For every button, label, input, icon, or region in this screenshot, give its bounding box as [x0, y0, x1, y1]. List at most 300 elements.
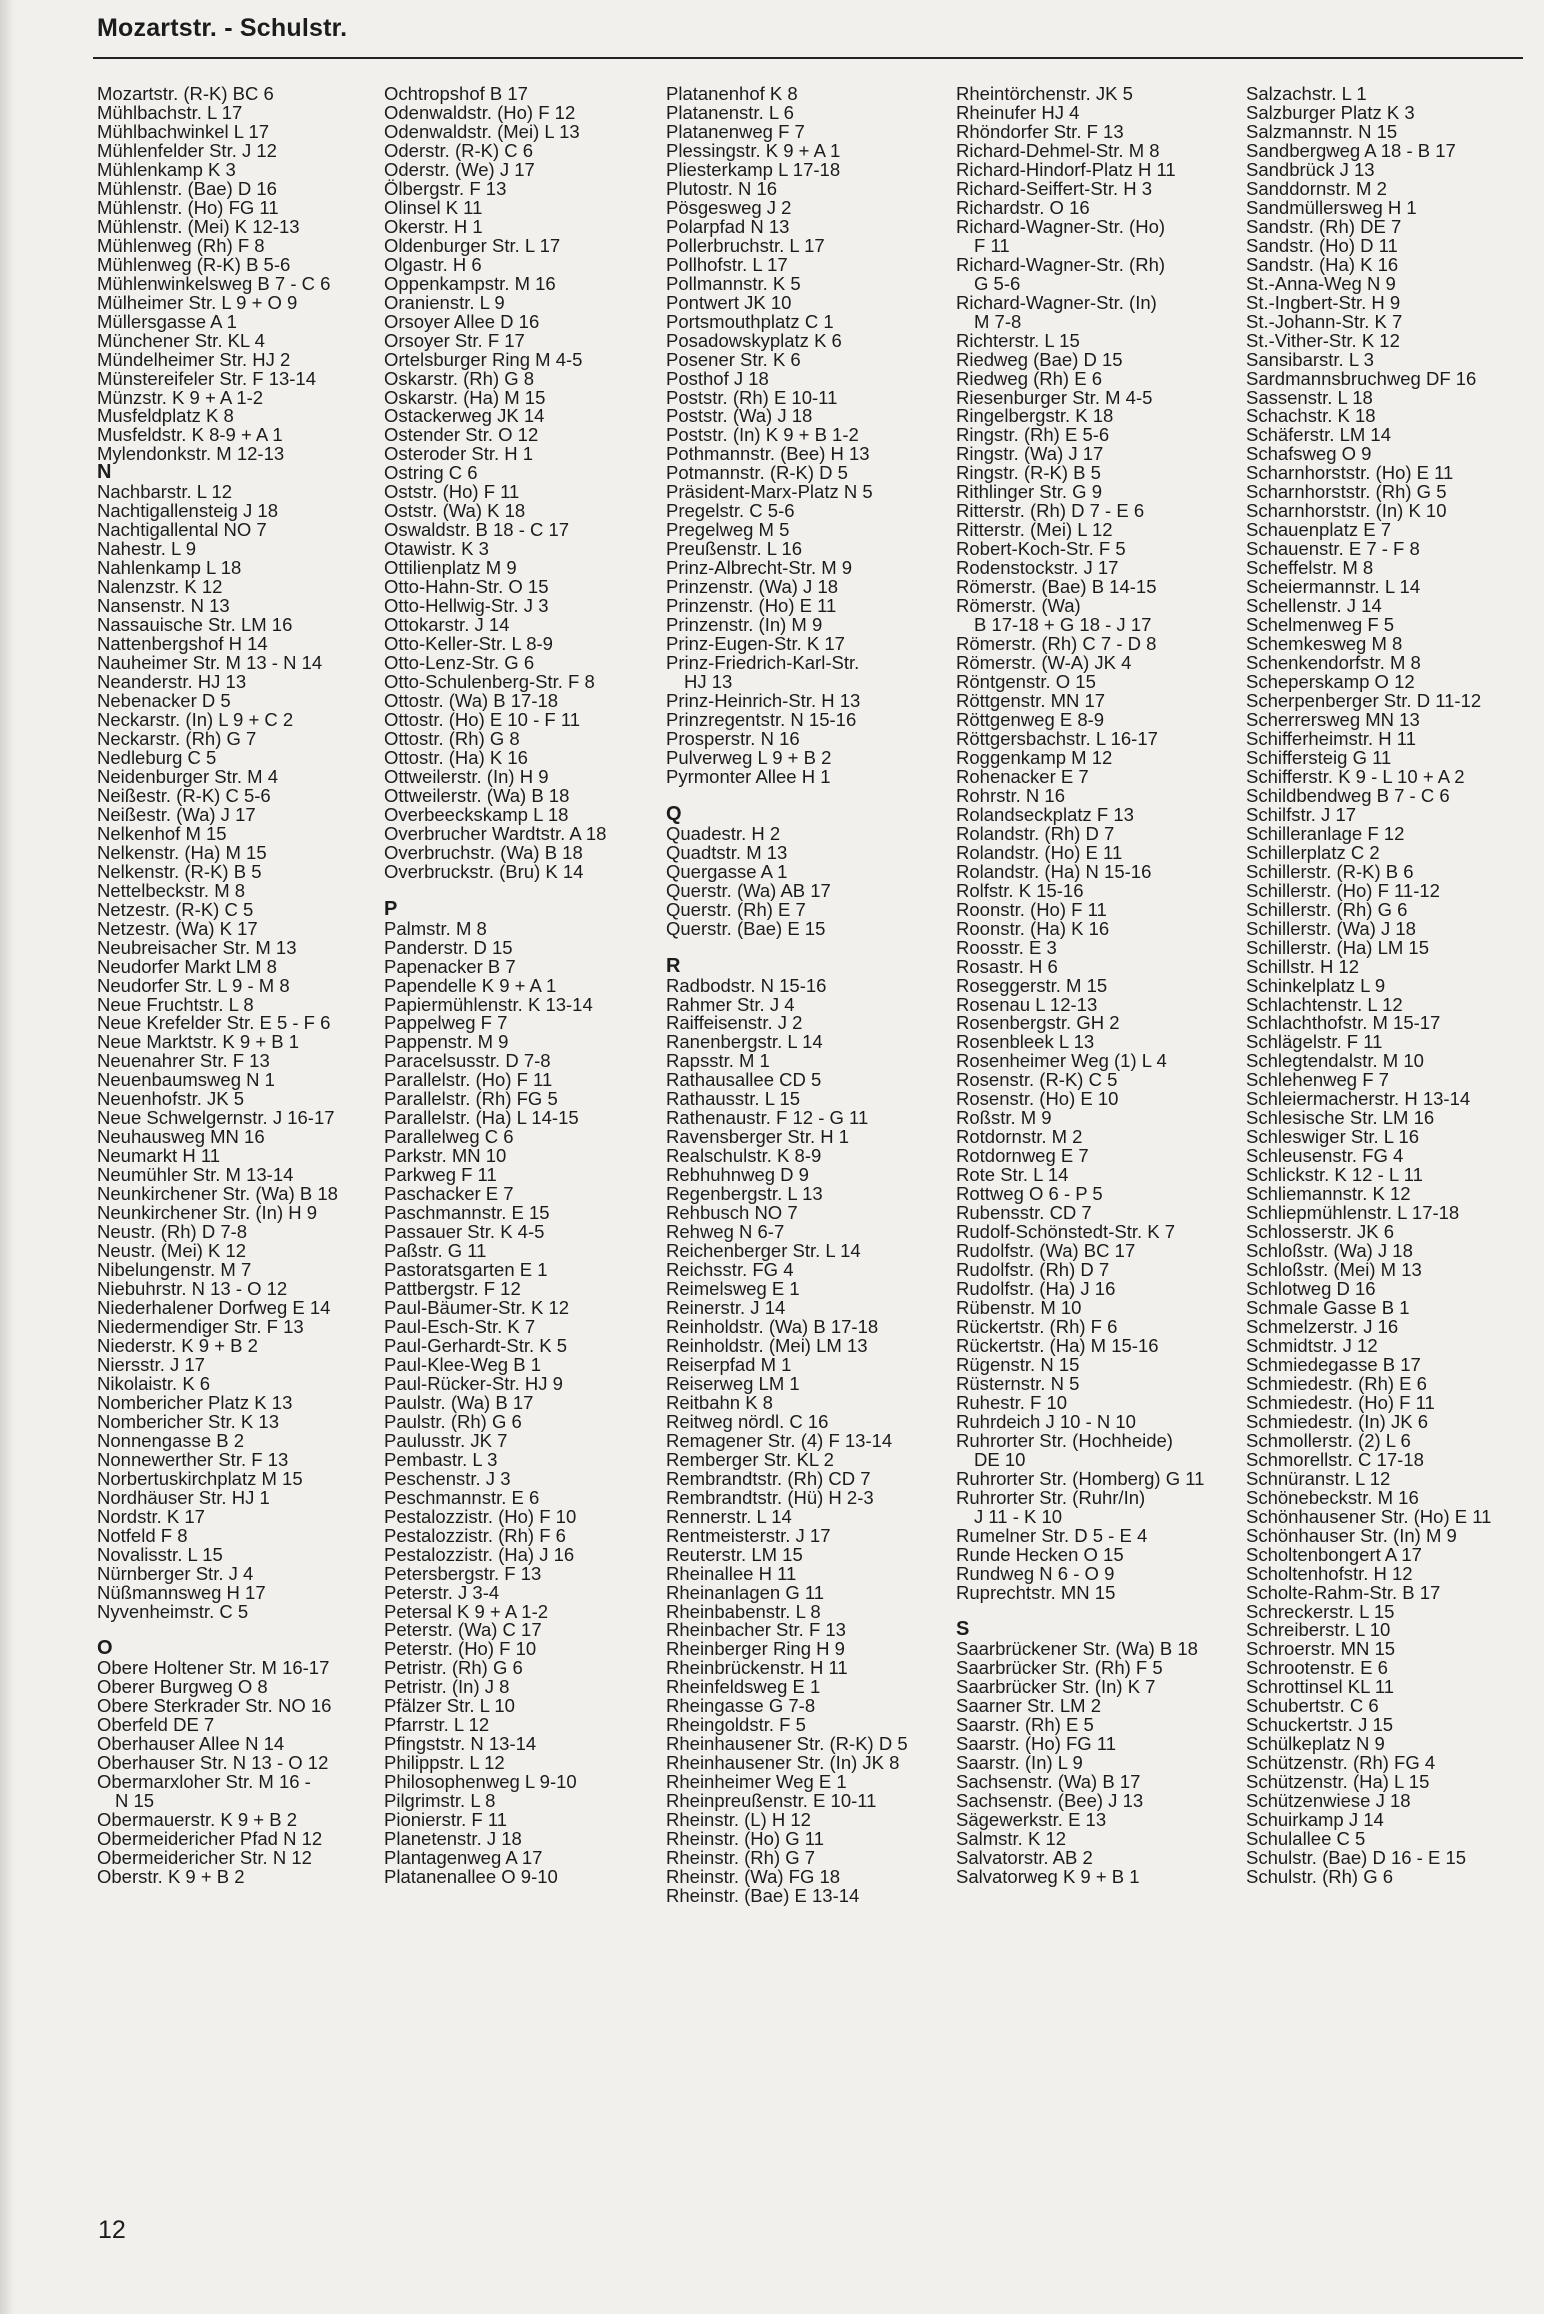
street-entry: Mühlenstr. (Mei) K 12-13	[97, 215, 300, 237]
street-entry: Nalenzstr. K 12	[97, 576, 223, 598]
street-entry: Reinholdstr. (Mei) LM 13	[666, 1334, 868, 1356]
street-entry: Schlotweg D 16	[1246, 1278, 1376, 1300]
street-entry: Sachsenstr. (Bee) J 13	[956, 1790, 1144, 1812]
street-entry: Schützenwiese J 18	[1246, 1790, 1411, 1812]
street-entry: Prinzregentstr. N 15-16	[666, 708, 857, 730]
street-entry: Neue Fruchtstr. L 8	[97, 993, 254, 1015]
street-entry: Olgastr. H 6	[384, 253, 482, 275]
street-entry: Pembastr. L 3	[384, 1448, 498, 1470]
street-entry: Regenbergstr. L 13	[666, 1183, 823, 1205]
street-entry: Rehbusch NO 7	[666, 1202, 798, 1224]
street-entry: Odenwaldstr. (Mei) L 13	[384, 120, 580, 142]
street-entry: Roggenkamp M 12	[956, 746, 1113, 768]
street-entry: Mühlenwinkelsweg B 7 - C 6	[97, 272, 331, 294]
street-entry: Paschmannstr. E 15	[384, 1202, 550, 1224]
street-entry: Römerstr. (W-A) JK 4	[956, 652, 1132, 674]
spacer	[956, 1602, 1204, 1621]
street-entry: Paschacker E 7	[384, 1183, 514, 1205]
street-entry: Schubertstr. C 6	[1246, 1695, 1379, 1717]
street-entry: HJ 13	[684, 671, 733, 693]
street-entry: Oberfeld DE 7	[97, 1714, 215, 1736]
street-entry: Schillstr. H 12	[1246, 955, 1360, 977]
street-entry: Nyvenheimstr. C 5	[97, 1600, 249, 1622]
index-column-3	[666, 84, 908, 1905]
street-entry: Nachtigallental NO 7	[97, 519, 267, 541]
street-entry: Richard-Wagner-Str. (Ho)	[956, 215, 1166, 237]
street-entry: Musfeldstr. K 8-9 + A 1	[97, 424, 283, 446]
street-entry: Pfälzer Str. L 10	[384, 1695, 515, 1717]
street-entry: Neunkirchener Str. (Wa) B 18	[97, 1183, 338, 1205]
street-entry: St.-Anna-Weg N 9	[1246, 272, 1396, 294]
street-entry: Schlehenweg F 7	[1246, 1069, 1389, 1091]
street-entry: Schmollerstr. (2) L 6	[1246, 1429, 1411, 1451]
street-entry: Ringstr. (R-K) B 5	[956, 462, 1101, 484]
street-entry: Rudolfstr. (Ha) J 16	[956, 1278, 1116, 1300]
section-letter-heading: O	[97, 1637, 113, 1660]
index-column-1	[97, 84, 338, 1886]
street-entry: Paulstr. (Rh) G 6	[384, 1410, 522, 1432]
street-entry: Rundweg N 6 - O 9	[956, 1562, 1115, 1584]
street-entry: Rennerstr. L 14	[666, 1505, 792, 1527]
street-entry: Neustr. (Rh) D 7-8	[97, 1221, 248, 1243]
section-letter-heading: Q	[666, 802, 682, 825]
street-entry: Schlägelstr. F 11	[1246, 1031, 1383, 1053]
street-entry: Norbertuskirchplatz M 15	[97, 1467, 303, 1489]
street-entry: Rudolfstr. (Rh) D 7	[956, 1259, 1110, 1281]
street-entry: Reiserpfad M 1	[666, 1353, 792, 1375]
street-entry: Schmiedestr. (Rh) E 6	[1246, 1372, 1427, 1394]
street-entry: Roonstr. (Ha) K 16	[956, 917, 1110, 939]
street-entry: Peschmannstr. E 6	[384, 1486, 540, 1508]
street-entry: Schemkesweg M 8	[1246, 633, 1403, 655]
street-entry: Schuckertstr. J 15	[1246, 1714, 1394, 1736]
street-entry: Rheingasse G 7-8	[666, 1695, 816, 1717]
street-entry: Potmannstr. (R-K) D 5	[666, 462, 848, 484]
street-entry: Sandstr. (Ho) D 11	[1246, 234, 1398, 256]
street-entry: Richterstr. L 15	[956, 329, 1080, 351]
street-entry: Ruhestr. F 10	[956, 1391, 1068, 1413]
street-entry: Rudolf-Schönstedt-Str. K 7	[956, 1221, 1176, 1243]
street-entry: Schachstr. K 18	[1246, 405, 1376, 427]
street-entry: Schleiermacherstr. H 13-14	[1246, 1088, 1471, 1110]
street-entry: Prosperstr. N 16	[666, 727, 800, 749]
street-entry: Rudolfstr. (Wa) BC 17	[956, 1240, 1136, 1262]
street-entry: Schloßstr. (Mei) M 13	[1246, 1259, 1422, 1281]
street-entry: Schreiberstr. L 10	[1246, 1619, 1391, 1641]
street-entry: Mühlbachwinkel L 17	[97, 120, 270, 142]
street-entry: Nibelungenstr. M 7	[97, 1259, 252, 1281]
street-entry: Pestalozzistr. (Ha) J 16	[384, 1543, 575, 1565]
street-entry: Pothmannstr. (Bee) H 13	[666, 443, 870, 465]
street-entry: Pestalozzistr. (Ho) F 10	[384, 1505, 577, 1527]
page-edge-shadow	[0, 0, 14, 2314]
street-entry: Obere Holtener Str. M 16-17	[97, 1657, 330, 1679]
street-entry: Pappenstr. M 9	[384, 1031, 509, 1053]
street-entry: Mülheimer Str. L 9 + O 9	[97, 291, 298, 313]
street-entry: Passauer Str. K 4-5	[384, 1221, 545, 1243]
street-entry: Schleusenstr. FG 4	[1246, 1145, 1404, 1167]
street-entry: Reinerstr. J 14	[666, 1297, 786, 1318]
street-entry: Sachsenstr. (Wa) B 17	[956, 1771, 1141, 1793]
street-entry: Paul-Esch-Str. K 7	[384, 1315, 536, 1337]
section-letter-heading: R	[666, 954, 681, 977]
street-entry: Ottostr. (Ho) E 10 - F 11	[384, 708, 581, 730]
street-entry: Münzstr. K 9 + A 1-2	[97, 386, 264, 408]
street-entry: Nüßmannsweg H 17	[97, 1581, 266, 1603]
street-entry: Schillerstr. (Rh) G 6	[1246, 898, 1408, 920]
street-entry: Schmiedestr. (In) JK 6	[1246, 1410, 1428, 1432]
street-entry: Mylendonkstr. M 12-13	[97, 443, 285, 465]
street-entry: Pulverweg L 9 + B 2	[666, 746, 832, 768]
street-entry: Neumühler Str. M 13-14	[97, 1164, 294, 1186]
index-column-2	[384, 84, 606, 1886]
street-entry: Reimelsweg E 1	[666, 1278, 800, 1300]
street-entry: Ringelbergstr. K 18	[956, 405, 1114, 427]
street-entry: Nelkenstr. (R-K) B 5	[97, 860, 262, 882]
street-entry: Scherpenberger Str. D 11-12	[1246, 690, 1482, 711]
street-entry: Salvatorweg K 9 + B 1	[956, 1866, 1140, 1888]
street-entry: Mühlenkamp K 3	[97, 158, 236, 180]
street-entry: Remagener Str. (4) F 13-14	[666, 1429, 893, 1451]
street-entry: Pilgrimstr. L 8	[384, 1790, 496, 1812]
street-entry: Mühlbachstr. L 17	[97, 101, 243, 123]
street-entry: Posthof J 18	[666, 367, 769, 389]
street-entry: Parallelweg C 6	[384, 1126, 514, 1148]
street-entry: Papendelle K 9 + A 1	[384, 974, 557, 996]
street-entry: Notfeld F 8	[97, 1524, 188, 1546]
street-entry: Nombericher Platz K 13	[97, 1391, 293, 1413]
street-entry: Obermauerstr. K 9 + B 2	[97, 1809, 297, 1831]
street-entry: Peterstr. J 3-4	[384, 1581, 500, 1603]
street-entry: G 5-6	[974, 272, 1021, 294]
street-entry: Oldenburger Str. L 17	[384, 234, 561, 256]
street-entry: Papenacker B 7	[384, 955, 516, 977]
street-entry: Ruhrorter Str. (Homberg) G 11	[956, 1467, 1205, 1489]
street-entry: Overbeeckskamp L 18	[384, 803, 569, 825]
street-entry: Ostackerweg JK 14	[384, 405, 545, 427]
street-entry: Nikolaistr. K 6	[97, 1372, 211, 1394]
street-entry: Schmiedegasse B 17	[1246, 1353, 1421, 1375]
street-entry: Rheinstr. (L) H 12	[666, 1809, 811, 1831]
street-entry: Otto-Hahn-Str. O 15	[384, 576, 549, 598]
street-entry: Schulstr. (Rh) G 6	[1246, 1866, 1394, 1888]
street-entry: Rotdornweg E 7	[956, 1145, 1089, 1167]
street-entry: Pliesterkamp L 17-18	[666, 158, 841, 180]
street-entry: Ostring C 6	[384, 462, 478, 484]
street-entry: Poststr. (In) K 9 + B 1-2	[666, 424, 859, 446]
street-entry: Remberger Str. KL 2	[666, 1448, 834, 1470]
street-entry: Röntgenstr. O 15	[956, 671, 1096, 693]
street-entry: Niedermendiger Str. F 13	[97, 1315, 304, 1337]
street-entry: Rote Str. L 14	[956, 1164, 1069, 1186]
street-entry: Schildbendweg B 7 - C 6	[1246, 784, 1450, 806]
street-entry: Schuirkamp J 14	[1246, 1809, 1384, 1831]
street-entry: Präsident-Marx-Platz N 5	[666, 481, 873, 503]
street-entry: Rheinstr. (Ho) G 11	[666, 1828, 824, 1850]
street-entry: Rheinstr. (Bae) E 13-14	[666, 1885, 860, 1907]
street-entry: Rembrandtstr. (Hü) H 2-3	[666, 1486, 874, 1508]
street-entry: Neue Marktstr. K 9 + B 1	[97, 1031, 300, 1053]
street-entry: Schnüranstr. L 12	[1246, 1467, 1391, 1489]
street-entry: Rahmer Str. J 4	[666, 993, 795, 1015]
street-entry: Niederstr. K 9 + B 2	[97, 1334, 258, 1356]
street-entry: Rheinhausener Str. (R-K) D 5	[666, 1733, 908, 1755]
street-entry: Mühlenfelder Str. J 12	[97, 139, 277, 161]
street-entry: Prinz-Heinrich-Str. H 13	[666, 690, 861, 711]
street-entry: Schillerstr. (Ha) LM 15	[1246, 936, 1429, 958]
street-entry: Pollmannstr. K 5	[666, 272, 801, 294]
street-entry: F 11	[974, 234, 1010, 256]
street-entry: Saarstr. (Rh) E 5	[956, 1714, 1094, 1736]
street-entry: Saarbrückener Str. (Wa) B 18	[956, 1638, 1198, 1660]
street-entry: Paul-Gerhardt-Str. K 5	[384, 1334, 568, 1356]
street-entry: Netzestr. (Wa) K 17	[97, 917, 258, 939]
street-entry: Rathausallee CD 5	[666, 1069, 822, 1091]
street-entry: Parallelstr. (Ha) L 14-15	[384, 1107, 579, 1129]
street-entry: Schleswiger Str. L 16	[1246, 1126, 1420, 1148]
street-entry: Nordstr. K 17	[97, 1505, 205, 1527]
street-entry: Oskarstr. (Rh) G 8	[384, 367, 535, 389]
street-entry: Sandmüllersweg H 1	[1246, 196, 1417, 218]
street-entry: Pregelweg M 5	[666, 519, 790, 541]
street-entry: N 15	[115, 1790, 155, 1812]
street-entry: Rosenheimer Weg (1) L 4	[956, 1050, 1167, 1072]
street-entry: Rheinbrückenstr. H 11	[666, 1657, 848, 1679]
street-entry: Ochtropshof B 17	[384, 83, 528, 104]
street-entry: Schulstr. (Bae) D 16 - E 15	[1246, 1847, 1467, 1869]
street-entry: Nonnengasse B 2	[97, 1429, 245, 1451]
street-entry: Schenkendorfstr. M 8	[1246, 652, 1421, 674]
street-entry: Neuenbaumsweg N 1	[97, 1069, 275, 1091]
street-entry: Rheinanlagen G 11	[666, 1581, 825, 1603]
street-entry: Oberstr. K 9 + B 2	[97, 1866, 245, 1888]
street-entry: Planetenstr. J 18	[384, 1828, 522, 1850]
street-entry: Röttgersbachstr. L 16-17	[956, 727, 1158, 749]
street-entry: Schroerstr. MN 15	[1246, 1638, 1396, 1660]
street-entry: Nettelbeckstr. M 8	[97, 879, 246, 901]
header-divider	[93, 57, 1523, 59]
street-entry: Preußenstr. L 16	[666, 538, 803, 560]
street-entry: Rheinhausener Str. (In) JK 8	[666, 1752, 900, 1774]
street-entry: Rapsstr. M 1	[666, 1050, 770, 1072]
street-entry: Sanddornstr. M 2	[1246, 177, 1387, 199]
street-entry: Richard-Dehmel-Str. M 8	[956, 139, 1160, 161]
street-entry: Scholte-Rahm-Str. B 17	[1246, 1581, 1441, 1603]
street-entry: Nonnewerther Str. F 13	[97, 1448, 289, 1470]
street-entry: Rosenstr. (Ho) E 10	[956, 1088, 1119, 1110]
street-entry: Rheinheimer Weg E 1	[666, 1771, 847, 1793]
street-entry: Schifferstr. K 9 - L 10 + A 2	[1246, 765, 1465, 787]
street-entry: Prinz-Friedrich-Karl-Str.	[666, 652, 860, 674]
street-entry: Otto-Schulenberg-Str. F 8	[384, 671, 595, 693]
street-entry: Reitweg nördl. C 16	[666, 1410, 829, 1432]
street-entry: Schülkeplatz N 9	[1246, 1733, 1385, 1755]
street-entry: Pappelweg F 7	[384, 1012, 508, 1034]
street-entry: Schilleranlage F 12	[1246, 822, 1405, 844]
street-entry: Nombericher Str. K 13	[97, 1410, 279, 1432]
street-entry: Reichenberger Str. L 14	[666, 1240, 861, 1262]
street-entry: Sandbergweg A 18 - B 17	[1246, 139, 1456, 161]
street-entry: Rosastr. H 6	[956, 955, 1058, 977]
street-entry: Schiffersteig G 11	[1246, 746, 1392, 768]
street-entry: Neuenahrer Str. F 13	[97, 1050, 270, 1072]
street-entry: Saarner Str. LM 2	[956, 1695, 1101, 1717]
street-entry: Netzestr. (R-K) C 5	[97, 898, 254, 920]
street-entry: Rheintörchenstr. JK 5	[956, 83, 1133, 104]
spacer	[666, 938, 908, 957]
street-entry: Schlachthofstr. M 15-17	[1246, 1012, 1441, 1034]
street-entry: Quergasse A 1	[666, 860, 788, 882]
street-entry: St.-Vither-Str. K 12	[1246, 329, 1400, 351]
street-entry: Rebhuhnweg D 9	[666, 1164, 809, 1186]
street-entry: Prinzenstr. (In) M 9	[666, 614, 823, 636]
street-entry: Parkstr. MN 10	[384, 1145, 507, 1167]
street-entry: Nattenbergshof H 14	[97, 633, 268, 655]
street-entry: Pösgesweg J 2	[666, 196, 792, 218]
street-entry: Rohenacker E 7	[956, 765, 1089, 787]
street-entry: Scholtenhofstr. H 12	[1246, 1562, 1413, 1584]
street-entry: Quadestr. H 2	[666, 822, 781, 844]
street-entry: Querstr. (Rh) E 7	[666, 898, 806, 920]
street-entry: Rithlinger Str. G 9	[956, 481, 1103, 503]
street-entry: Schönhauser Str. (In) M 9	[1246, 1524, 1457, 1546]
street-entry: Schlosserstr. JK 6	[1246, 1221, 1395, 1243]
street-entry: Radbodstr. N 15-16	[666, 974, 827, 996]
street-entry: Scheffelstr. M 8	[1246, 557, 1374, 579]
street-entry: Petristr. (Rh) G 6	[384, 1657, 523, 1679]
street-entry: Sandstr. (Ha) K 16	[1246, 253, 1399, 275]
street-entry: Ruhrdeich J 10 - N 10	[956, 1410, 1136, 1432]
street-entry: Schellenstr. J 14	[1246, 595, 1382, 617]
street-entry: Rembrandtstr. (Rh) CD 7	[666, 1467, 871, 1489]
street-entry: Schelmenweg F 5	[1246, 614, 1395, 636]
street-entry: Pontwert JK 10	[666, 291, 792, 313]
street-entry: Nauheimer Str. M 13 - N 14	[97, 652, 323, 674]
street-entry: Otto-Lenz-Str. G 6	[384, 652, 535, 674]
street-entry: Ottostr. (Rh) G 8	[384, 727, 520, 749]
street-entry: Ottostr. (Ha) K 16	[384, 746, 528, 768]
street-entry: Rheinstr. (Wa) FG 18	[666, 1866, 841, 1888]
street-entry: Neidenburger Str. M 4	[97, 765, 278, 787]
street-entry: Nebenacker D 5	[97, 690, 231, 711]
street-entry: Schützenstr. (Ha) L 15	[1246, 1771, 1430, 1793]
street-entry: Schilfstr. J 17	[1246, 803, 1357, 825]
street-entry: Salzmannstr. N 15	[1246, 120, 1398, 142]
street-entry: Overbrucher Wardtstr. A 18	[384, 822, 607, 844]
street-entry: Ringstr. (Wa) J 17	[956, 443, 1104, 465]
street-entry: Nahlenkamp L 18	[97, 557, 242, 579]
street-entry: Nahestr. L 9	[97, 538, 197, 560]
street-entry: Nassauische Str. LM 16	[97, 614, 293, 636]
street-entry: Reiserweg LM 1	[666, 1372, 800, 1394]
street-entry: Roosstr. E 3	[956, 936, 1057, 958]
street-entry: Pregelstr. C 5-6	[666, 500, 795, 522]
street-entry: Oststr. (Ho) F 11	[384, 481, 520, 503]
street-entry: Paulstr. (Wa) B 17	[384, 1391, 534, 1413]
street-entry: Schönebeckstr. M 16	[1246, 1486, 1419, 1508]
street-entry: Quadtstr. M 13	[666, 841, 788, 863]
street-entry: Palmstr. M 8	[384, 917, 487, 939]
street-entry: Rheingoldstr. F 5	[666, 1714, 806, 1736]
street-entry: Rheinbabenstr. L 8	[666, 1600, 821, 1622]
street-entry: Nansenstr. N 13	[97, 595, 230, 617]
street-entry: Sardmannsbruchweg DF 16	[1246, 367, 1477, 389]
street-entry: Odenwaldstr. (Ho) F 12	[384, 101, 576, 123]
street-entry: Saarbrücker Str. (In) K 7	[956, 1676, 1156, 1698]
street-entry: Scheperskamp O 12	[1246, 671, 1415, 693]
street-entry: Nachbarstr. L 12	[97, 481, 233, 503]
street-entry: Oberer Burgweg O 8	[97, 1676, 268, 1698]
street-entry: Ritterstr. (Rh) D 7 - E 6	[956, 500, 1145, 522]
street-entry: Schlegtendalstr. M 10	[1246, 1050, 1424, 1072]
street-entry: Pastoratsgarten E 1	[384, 1259, 548, 1281]
street-entry: Prinz-Albrecht-Str. M 9	[666, 557, 853, 579]
street-entry: Platanenstr. L 6	[666, 101, 794, 123]
street-entry: Niersstr. J 17	[97, 1353, 205, 1375]
street-entry: Neudorfer Str. L 9 - M 8	[97, 974, 290, 996]
street-entry: Paul-Rücker-Str. HJ 9	[384, 1372, 563, 1394]
street-entry: Parallelstr. (Ho) F 11	[384, 1069, 553, 1091]
street-entry: Platanenhof K 8	[666, 83, 798, 104]
street-entry: Neckarstr. (Rh) G 7	[97, 727, 257, 749]
street-entry: Otto-Keller-Str. L 8-9	[384, 633, 553, 655]
index-column-5	[1246, 84, 1491, 1886]
street-entry: Mündelheimer Str. HJ 2	[97, 348, 291, 370]
street-entry: Schrottinsel KL 11	[1246, 1676, 1395, 1698]
street-entry: Salzachstr. L 1	[1246, 83, 1367, 104]
street-entry: Niebuhrstr. N 13 - O 12	[97, 1278, 288, 1300]
street-entry: J 11 - K 10	[974, 1505, 1063, 1527]
street-entry: Ottweilerstr. (In) H 9	[384, 765, 549, 787]
street-entry: Münstereifeler Str. F 13-14	[97, 367, 317, 389]
street-entry: Ravensberger Str. H 1	[666, 1126, 850, 1148]
street-entry: Rhöndorfer Str. F 13	[956, 120, 1124, 142]
street-entry: Rheinpreußenstr. E 10-11	[666, 1790, 877, 1812]
street-entry: Röttgenstr. MN 17	[956, 690, 1106, 711]
street-entry: Obere Sterkrader Str. NO 16	[97, 1695, 332, 1717]
street-entry: Pattbergstr. F 12	[384, 1278, 521, 1300]
street-entry: Schlickstr. K 12 - L 11	[1246, 1164, 1423, 1186]
street-entry: Salvatorstr. AB 2	[956, 1847, 1093, 1869]
street-entry: Müllersgasse A 1	[97, 310, 237, 332]
street-entry: Rheinallee H 11	[666, 1562, 797, 1584]
street-entry: Neunkirchener Str. (In) H 9	[97, 1202, 318, 1224]
street-entry: Mozartstr. (R-K) BC 6	[97, 83, 274, 104]
street-entry: Schinkelplatz L 9	[1246, 974, 1386, 996]
street-entry: Schillerstr. (Wa) J 18	[1246, 917, 1416, 939]
street-entry: Neuhausweg MN 16	[97, 1126, 265, 1148]
street-entry: Prinzenstr. (Ho) E 11	[666, 595, 837, 617]
street-entry: Neubreisacher Str. M 13	[97, 936, 297, 958]
street-entry: Schlachtenstr. L 12	[1246, 993, 1403, 1015]
street-entry: Ruhrorter Str. (Ruhr/In)	[956, 1486, 1146, 1508]
street-entry: Ölbergstr. F 13	[384, 177, 507, 199]
street-entry: M 7-8	[974, 310, 1022, 332]
street-entry: Rathenaustr. F 12 - G 11	[666, 1107, 869, 1129]
street-entry: Olinsel K 11	[384, 196, 483, 218]
street-entry: Rosenstr. (R-K) C 5	[956, 1069, 1118, 1091]
street-entry: Petersbergstr. F 13	[384, 1562, 542, 1584]
street-entry: Roseggerstr. M 15	[956, 974, 1108, 996]
street-entry: Neuenhofstr. JK 5	[97, 1088, 245, 1110]
street-entry: Oppenkampstr. M 16	[384, 272, 556, 294]
street-entry: Obermarxloher Str. M 16 -	[97, 1771, 311, 1793]
street-entry: Schillerstr. (Ho) F 11-12	[1246, 879, 1440, 901]
street-entry: Neanderstr. HJ 13	[97, 671, 247, 693]
street-entry: Schliemannstr. K 12	[1246, 1183, 1411, 1205]
street-entry: St.-Ingbert-Str. H 9	[1246, 291, 1401, 313]
street-entry: Neue Schwelgernstr. J 16-17	[97, 1107, 335, 1129]
